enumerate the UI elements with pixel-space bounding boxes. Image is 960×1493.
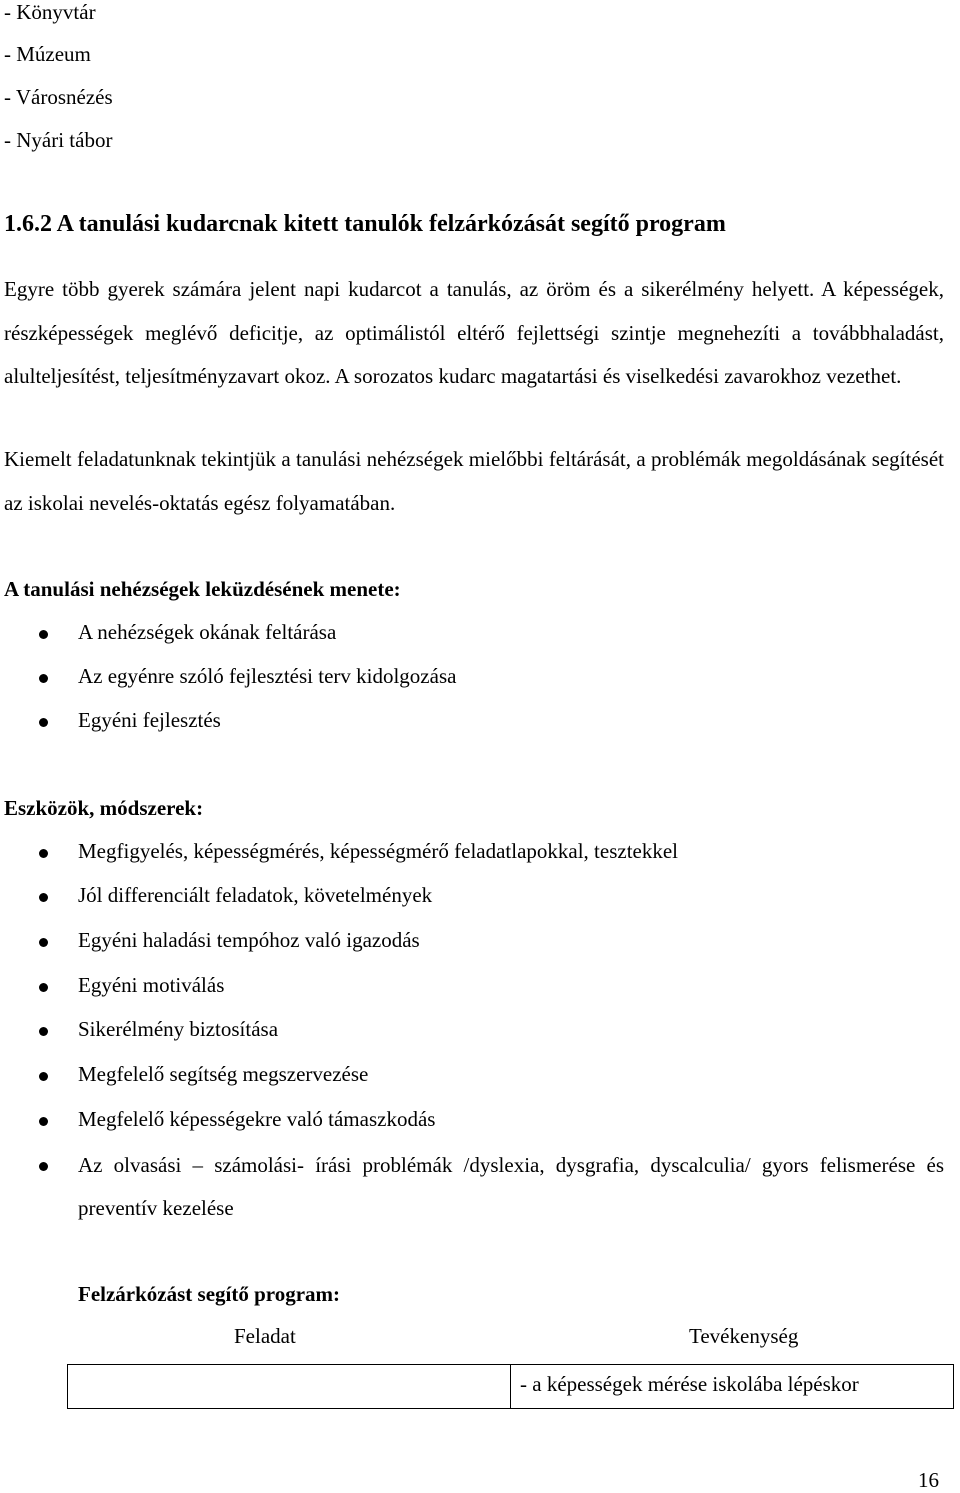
tool-item: Egyéni motiválás [78,973,225,997]
paragraph-intro: Egyre több gyerek számára jelent napi kudarcot a tanulás, az öröm és a sikerélmény helyett. A képességek, részképességek meglévő deficitje, az optimálistól eltérő fejlettségi szintje megnehezíti a továbbhaladást, alulteljesítést, teljesítményzavart okoz. A sorozatos kudarc magatartási és viselkedési zavarokhoz vezethet. [4,277,944,388]
bullet-icon [39,1162,48,1171]
list-item-summer-camp: - Nyári tábor [4,128,113,152]
bullet-icon [39,1072,48,1081]
bullet-icon [39,674,48,683]
table-cell-activity: - a képességek mérése iskolába lépéskor [520,1372,859,1396]
tool-item: Sikerélmény biztosítása [78,1017,279,1041]
bullet-icon [39,849,48,858]
program-heading: Felzárkózást segítő program: [78,1282,341,1306]
bullet-icon [39,893,48,902]
tool-item: Jól differenciált feladatok, követelmények [78,883,433,907]
tool-item: Megfigyelés, képességmérés, képességmérő feladatlapokkal, tesztekkel [78,839,679,863]
tool-item: Egyéni haladási tempóhoz való igazodás [78,928,420,952]
bullet-icon [39,1027,48,1036]
bullet-icon [39,718,48,727]
bullet-icon [39,983,48,992]
step-item: Egyéni fejlesztés [78,708,221,732]
steps-heading: A tanulási nehézségek leküzdésének menete: [4,577,401,601]
list-item-museum: - Múzeum [4,42,91,66]
table-cell-task [68,1365,511,1408]
page-number: 16 [918,1468,939,1492]
list-item-sightseeing: - Városnézés [4,85,113,109]
column-header-activity: Tevékenység [689,1324,799,1348]
paragraph-priority: Kiemelt feladatunknak tekintjük a tanulási nehézségek mielőbbi feltárását, a problémák megoldásának segítését az iskolai nevelés-oktatás egész folyamatában. [4,447,944,515]
step-item: A nehézségek okának feltárása [78,620,337,644]
bullet-icon [39,630,48,639]
tool-item: Az olvasási – számolási- írási problémák /dyslexia, dysgrafia, dyscalculia/ gyors felismerése és preventív kezelése [78,1153,944,1220]
bullet-icon [39,1117,48,1126]
tool-item: Megfelelő segítség megszervezése [78,1062,369,1086]
list-item-library: - Könyvtár [4,0,96,24]
bullet-icon [39,938,48,947]
tools-heading: Eszközök, módszerek: [4,796,204,820]
tool-item: Megfelelő képességekre való támaszkodás [78,1107,436,1131]
column-header-task: Feladat [234,1324,296,1348]
step-item: Az egyénre szóló fejlesztési terv kidolgozása [78,664,457,688]
section-heading: 1.6.2 A tanulási kudarcnak kitett tanulók felzárkózását segítő program [4,211,726,237]
program-table [67,1364,954,1409]
